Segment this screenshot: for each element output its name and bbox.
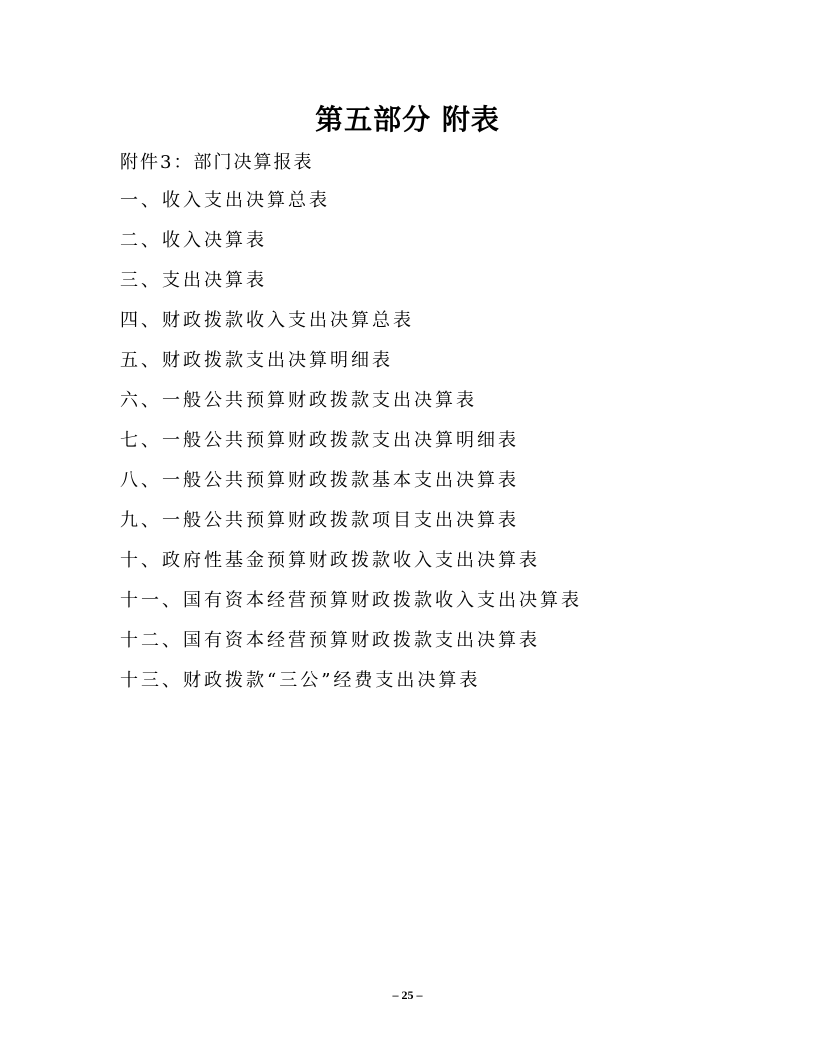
list-item: 五、财政拨款支出决算明细表 bbox=[120, 350, 393, 371]
list-item: 十、政府性基金预算财政拨款收入支出决算表 bbox=[120, 550, 540, 571]
list-item: 十二、国有资本经营预算财政拨款支出决算表 bbox=[120, 630, 540, 651]
list-item: 九、一般公共预算财政拨款项目支出决算表 bbox=[120, 510, 519, 531]
report-list bbox=[120, 186, 582, 706]
list-item: 三、支出决算表 bbox=[120, 270, 267, 291]
list-item: 四、财政拨款收入支出决算总表 bbox=[120, 310, 414, 331]
list-item: 十三、财政拨款“三公”经费支出决算表 bbox=[120, 670, 481, 691]
page-number: – 25 – bbox=[392, 988, 423, 1002]
page-title: 第五部分 附表 bbox=[315, 103, 500, 136]
list-item: 十一、国有资本经营预算财政拨款收入支出决算表 bbox=[120, 590, 582, 611]
list-item: 一、收入支出决算总表 bbox=[120, 190, 330, 211]
list-item: 八、一般公共预算财政拨款基本支出决算表 bbox=[120, 470, 519, 491]
list-item: 六、一般公共预算财政拨款支出决算表 bbox=[120, 390, 477, 411]
list-item: 七、一般公共预算财政拨款支出决算明细表 bbox=[120, 430, 519, 451]
attachment-heading: 附件3：部门决算报表 bbox=[120, 152, 314, 173]
list-item: 二、收入决算表 bbox=[120, 230, 267, 251]
